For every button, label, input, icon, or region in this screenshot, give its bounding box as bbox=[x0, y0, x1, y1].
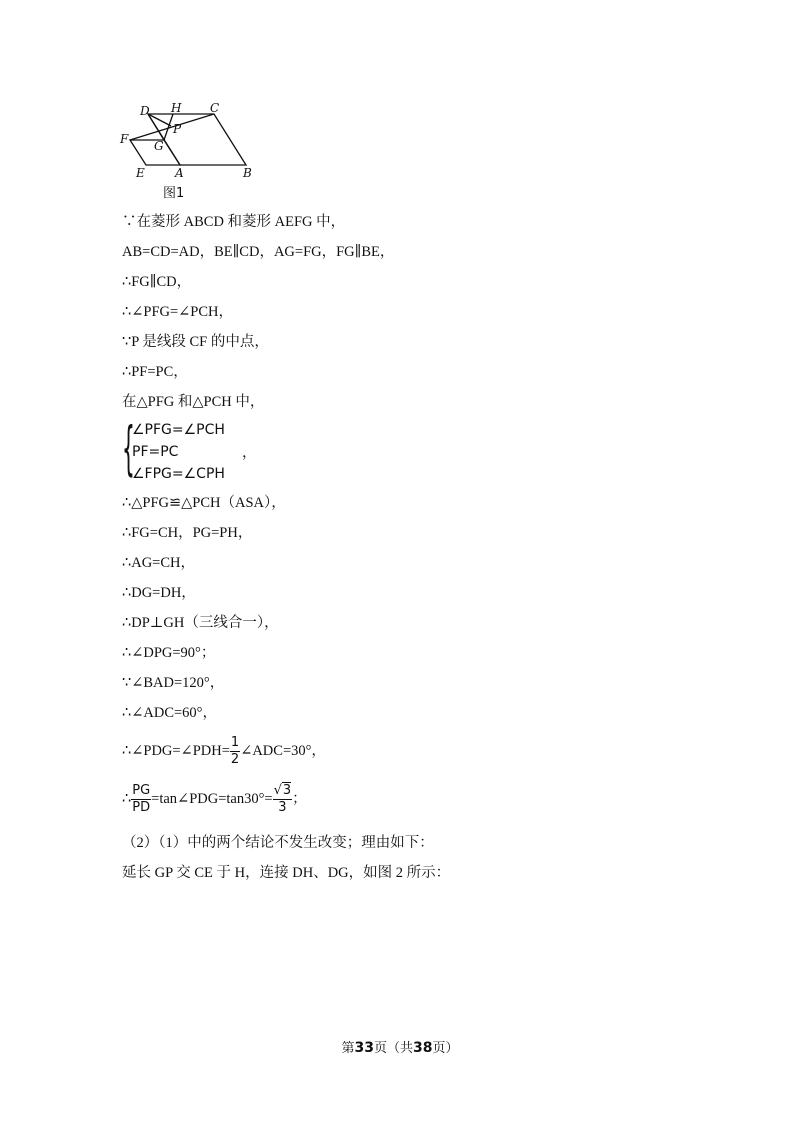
text-line: ∵∠BAD=120°， bbox=[122, 675, 225, 691]
text-line: 在△PFG 和△PCH 中， bbox=[122, 394, 265, 410]
label-d: D bbox=[140, 104, 150, 118]
text-line: ∴FG∥CD， bbox=[122, 274, 192, 290]
text-line: ∴AG=CH， bbox=[122, 555, 195, 571]
equation-tan: ∴ $\frac{PG}{PD}$ =tan∠PDG=tan30°= $\frac{√3}{3}$ ； bbox=[122, 783, 307, 816]
sqrt-symbol: √3 bbox=[273, 783, 292, 799]
equation-pdg: ∴∠PDG=∠PDH= $\frac{1}{2}$ ∠ADC=30°， bbox=[122, 735, 326, 768]
label-h: H bbox=[171, 101, 182, 115]
figure-caption: 图1 bbox=[163, 186, 185, 201]
left-brace: { bbox=[122, 414, 135, 482]
figure-1 bbox=[118, 100, 268, 205]
text-line: ∴∠PFG=∠PCH， bbox=[122, 304, 234, 320]
label-b: B bbox=[243, 166, 252, 180]
system-trailing-comma: ， bbox=[242, 445, 257, 461]
system-row-1: ∠PFG=∠PCH bbox=[132, 422, 225, 438]
part-2-text: 延长 GP 交 CE 于 H，连接 DH、DG，如图 2 所示： bbox=[122, 865, 451, 881]
label-a: A bbox=[175, 166, 184, 180]
text-line: ∴PF=PC， bbox=[122, 364, 188, 380]
text-line: AB=CD=AD，BE∥CD，AG=FG，FG∥BE， bbox=[122, 244, 395, 260]
equation-system bbox=[122, 414, 322, 483]
total-pages: 38 bbox=[413, 1040, 433, 1056]
text-line: ∵P 是线段 CF 的中点， bbox=[122, 334, 269, 350]
label-e: E bbox=[136, 166, 145, 180]
text-line: ∴△PFG≌△PCH（ASA）， bbox=[122, 495, 286, 511]
page-footer: 第33页（共38页） bbox=[341, 1040, 459, 1056]
text-line: ∴∠ADC=60°， bbox=[122, 705, 217, 721]
fraction-one-half: $\frac{1}{2}$ bbox=[230, 735, 240, 768]
fraction-pg-pd: $\frac{PG}{PD}$ bbox=[132, 783, 151, 816]
label-f: F bbox=[120, 132, 129, 146]
current-page: 33 bbox=[354, 1040, 374, 1056]
text-line: ∴DP⊥GH（三线合一）， bbox=[122, 615, 279, 631]
system-row-2: PF=PC bbox=[132, 444, 179, 460]
text-line: ∴FG=CH，PG=PH， bbox=[122, 525, 253, 541]
part-2-heading: （2）（1）中的两个结论不发生改变；理由如下： bbox=[122, 835, 434, 851]
text-line: ∴DG=DH， bbox=[122, 585, 196, 601]
fraction-root3-over-3: $\frac{√3}{3}$ bbox=[273, 783, 292, 816]
text-line: ∵在菱形 ABCD 和菱形 AEFG 中， bbox=[122, 214, 346, 230]
label-p: P bbox=[173, 122, 182, 136]
system-row-3: ∠FPG=∠CPH bbox=[132, 466, 225, 482]
label-g: G bbox=[154, 139, 164, 153]
label-c: C bbox=[210, 101, 220, 115]
text-line: ∴∠DPG=90°； bbox=[122, 645, 216, 661]
